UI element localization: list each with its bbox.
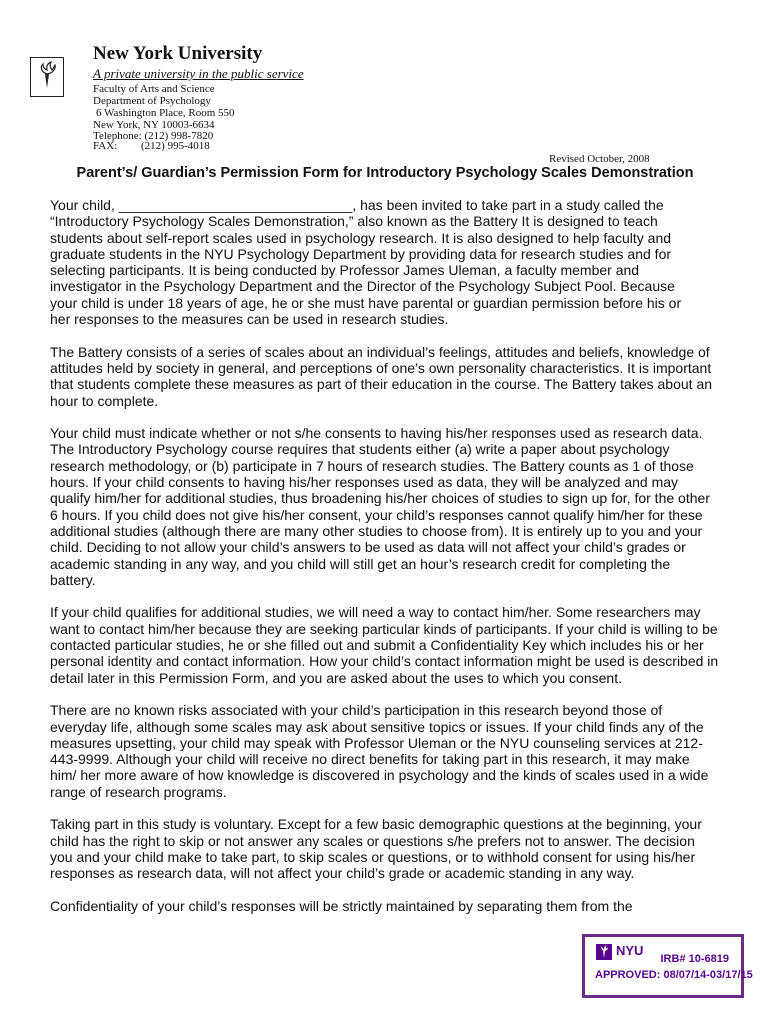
university-name: New York University [93, 43, 263, 64]
paragraph-line: 6 hours. If you child does not give his/her consent, your child’s responses cannot qualify him/her for these [50, 506, 703, 523]
paragraph-line: Taking part in this study is voluntary. Except for a few basic demographic questions at the beginning, your [50, 816, 702, 833]
paragraph-line: There are no known risks associated with your child’s participation in this research beyond those of [50, 702, 663, 719]
body-paragraph [50, 197, 720, 327]
paragraph-line: 443-9999. Although your child will receive no direct benefits for taking part in this research, it may make [50, 751, 690, 768]
paragraph-line: Your child must indicate whether or not s/he consents to having his/her responses used as research data. [50, 425, 703, 442]
paragraph-line: child has the right to skip or not answer any scales or questions s/he prefers not to answer. The decision [50, 832, 695, 849]
paragraph-line: your child is under 18 years of age, he or she must have parental or guardian permission before his or [50, 294, 682, 311]
body-paragraph [50, 898, 720, 914]
irb-number: IRB# 10-6819 [660, 953, 729, 965]
paragraph-line: contacted particular studies, he or she filled out and submit a Confidentiality Key which includes his or her [50, 637, 704, 654]
form-body [50, 197, 720, 930]
paragraph-line: hour to complete. [50, 392, 159, 409]
university-tagline: A private university in the public service [93, 66, 304, 81]
paragraph-line: additional studies (although there are many other studies to choose from). It is entirely up to you and your [50, 522, 703, 539]
revised-date: Revised October, 2008 [549, 153, 650, 165]
paragraph-line: responses as research data, will not affect your child’s grade or academic standing in any way. [50, 865, 635, 882]
body-paragraph [50, 816, 720, 881]
paragraph-line: that students complete these measures as part of their education in the course. The Battery takes about an [50, 376, 713, 393]
paragraph-line: attitudes held by society in general, and perceptions of one’s own personality characteristics. It is important [50, 359, 712, 376]
paragraph-line: academic standing in any way, and you child will still get an hour’s research credit for completing the [50, 555, 671, 572]
nyu-torch-badge-icon [596, 944, 612, 960]
nyu-torch-logo [30, 57, 64, 97]
paragraph-line: her responses to the measures can be used in research studies. [50, 311, 449, 328]
address-line: Faculty of Arts and Science [93, 83, 215, 95]
paragraph-line: want to contact him/her because they are seeking particular kinds of participants. If your child is willing to be [50, 620, 718, 637]
paragraph-line: Confidentiality of your child’s responses will be strictly maintained by separating them from the [50, 897, 633, 914]
paragraph-line: you and your child make to take part, to skip scales or questions, or to withhold consent for using his/her [50, 848, 696, 865]
paragraph-line: measures upsetting, your child may speak with Professor Uleman or the NYU counseling services at 212- [50, 734, 703, 751]
body-paragraph [50, 702, 720, 800]
paragraph-line: qualify him/her for additional studies, thus broadening his/her choices of studies to sign up for, for the other [50, 490, 710, 507]
body-paragraph [50, 604, 720, 685]
fax-label: FAX: [93, 140, 118, 152]
paragraph-line: The Introductory Psychology course requires that students either (a) write a paper about psychology [50, 441, 670, 458]
paragraph-line: battery. [50, 571, 96, 588]
paragraph-line: research methodology, or (b) participate in 7 hours of research studies. The Battery counts as 1 of those [50, 457, 694, 474]
paragraph-line: graduate students in the NYU Psychology Department by providing data for research studies and for [50, 245, 672, 262]
address-line: Department of Psychology [93, 95, 211, 107]
paragraph-line: range of research programs. [50, 783, 227, 800]
paragraph-line: The Battery consists of a series of scales about an individual’s feelings, attitudes and beliefs, knowledge of [50, 343, 710, 360]
address-line: Telephone: (212) 998-7820 [93, 130, 214, 142]
paragraph-line: everyday life, although some scales may ask about sensitive topics or issues. If your child finds any of the [50, 718, 704, 735]
body-paragraph [50, 344, 720, 409]
paragraph-line: personal identity and contact information. How your child’s contact information might be used is described in [50, 653, 719, 670]
approval-dates: APPROVED: 08/07/14-03/17/15 [595, 969, 753, 981]
paragraph-line: “Introductory Psychology Scales Demonstration,” also known as the Battery It is designed to teach [50, 213, 658, 230]
fax-number: (212) 995-4018 [141, 140, 210, 152]
paragraph-line: child. Deciding to not allow your child’s answers to be used as data will not affect your child’s grades or [50, 539, 686, 556]
torch-icon [31, 58, 63, 96]
paragraph-line: detail later in this Permission Form, and you are asked about the uses to which you consent. [50, 669, 622, 686]
form-title: Parent’s/ Guardian’s Permission Form for Introductory Psychology Scales Demonstration [76, 165, 694, 181]
paragraph-line: students about self-report scales used in psychology research. It is also designed to help faculty and [50, 229, 672, 246]
paragraph-line: Your child, ______________________________, has been invited to take part in a study called the [50, 197, 664, 213]
address-line: 6 Washington Place, Room 550 [96, 107, 235, 119]
address-line: New York, NY 10003-6634 [93, 119, 215, 131]
paragraph-line: selecting participants. It is being conducted by Professor James Uleman, a faculty member and [50, 262, 640, 279]
body-paragraph [50, 425, 720, 588]
paragraph-line: If your child qualifies for additional studies, we will need a way to contact him/her. Some researchers may [50, 604, 701, 621]
paragraph-line: hours. If your child consents to having his/her responses used as data, they will be analyzed and may [50, 474, 679, 491]
nyu-logo-text: NYU [616, 943, 644, 958]
paragraph-line: investigator in the Psychology Department and the Director of the Psychology Subject Pool. Because [50, 278, 675, 295]
paragraph-line: him/ her more aware of how knowledge is discovered in psychology and the kinds of scales used in a wide [50, 767, 709, 784]
irb-approval-stamp [582, 934, 753, 998]
